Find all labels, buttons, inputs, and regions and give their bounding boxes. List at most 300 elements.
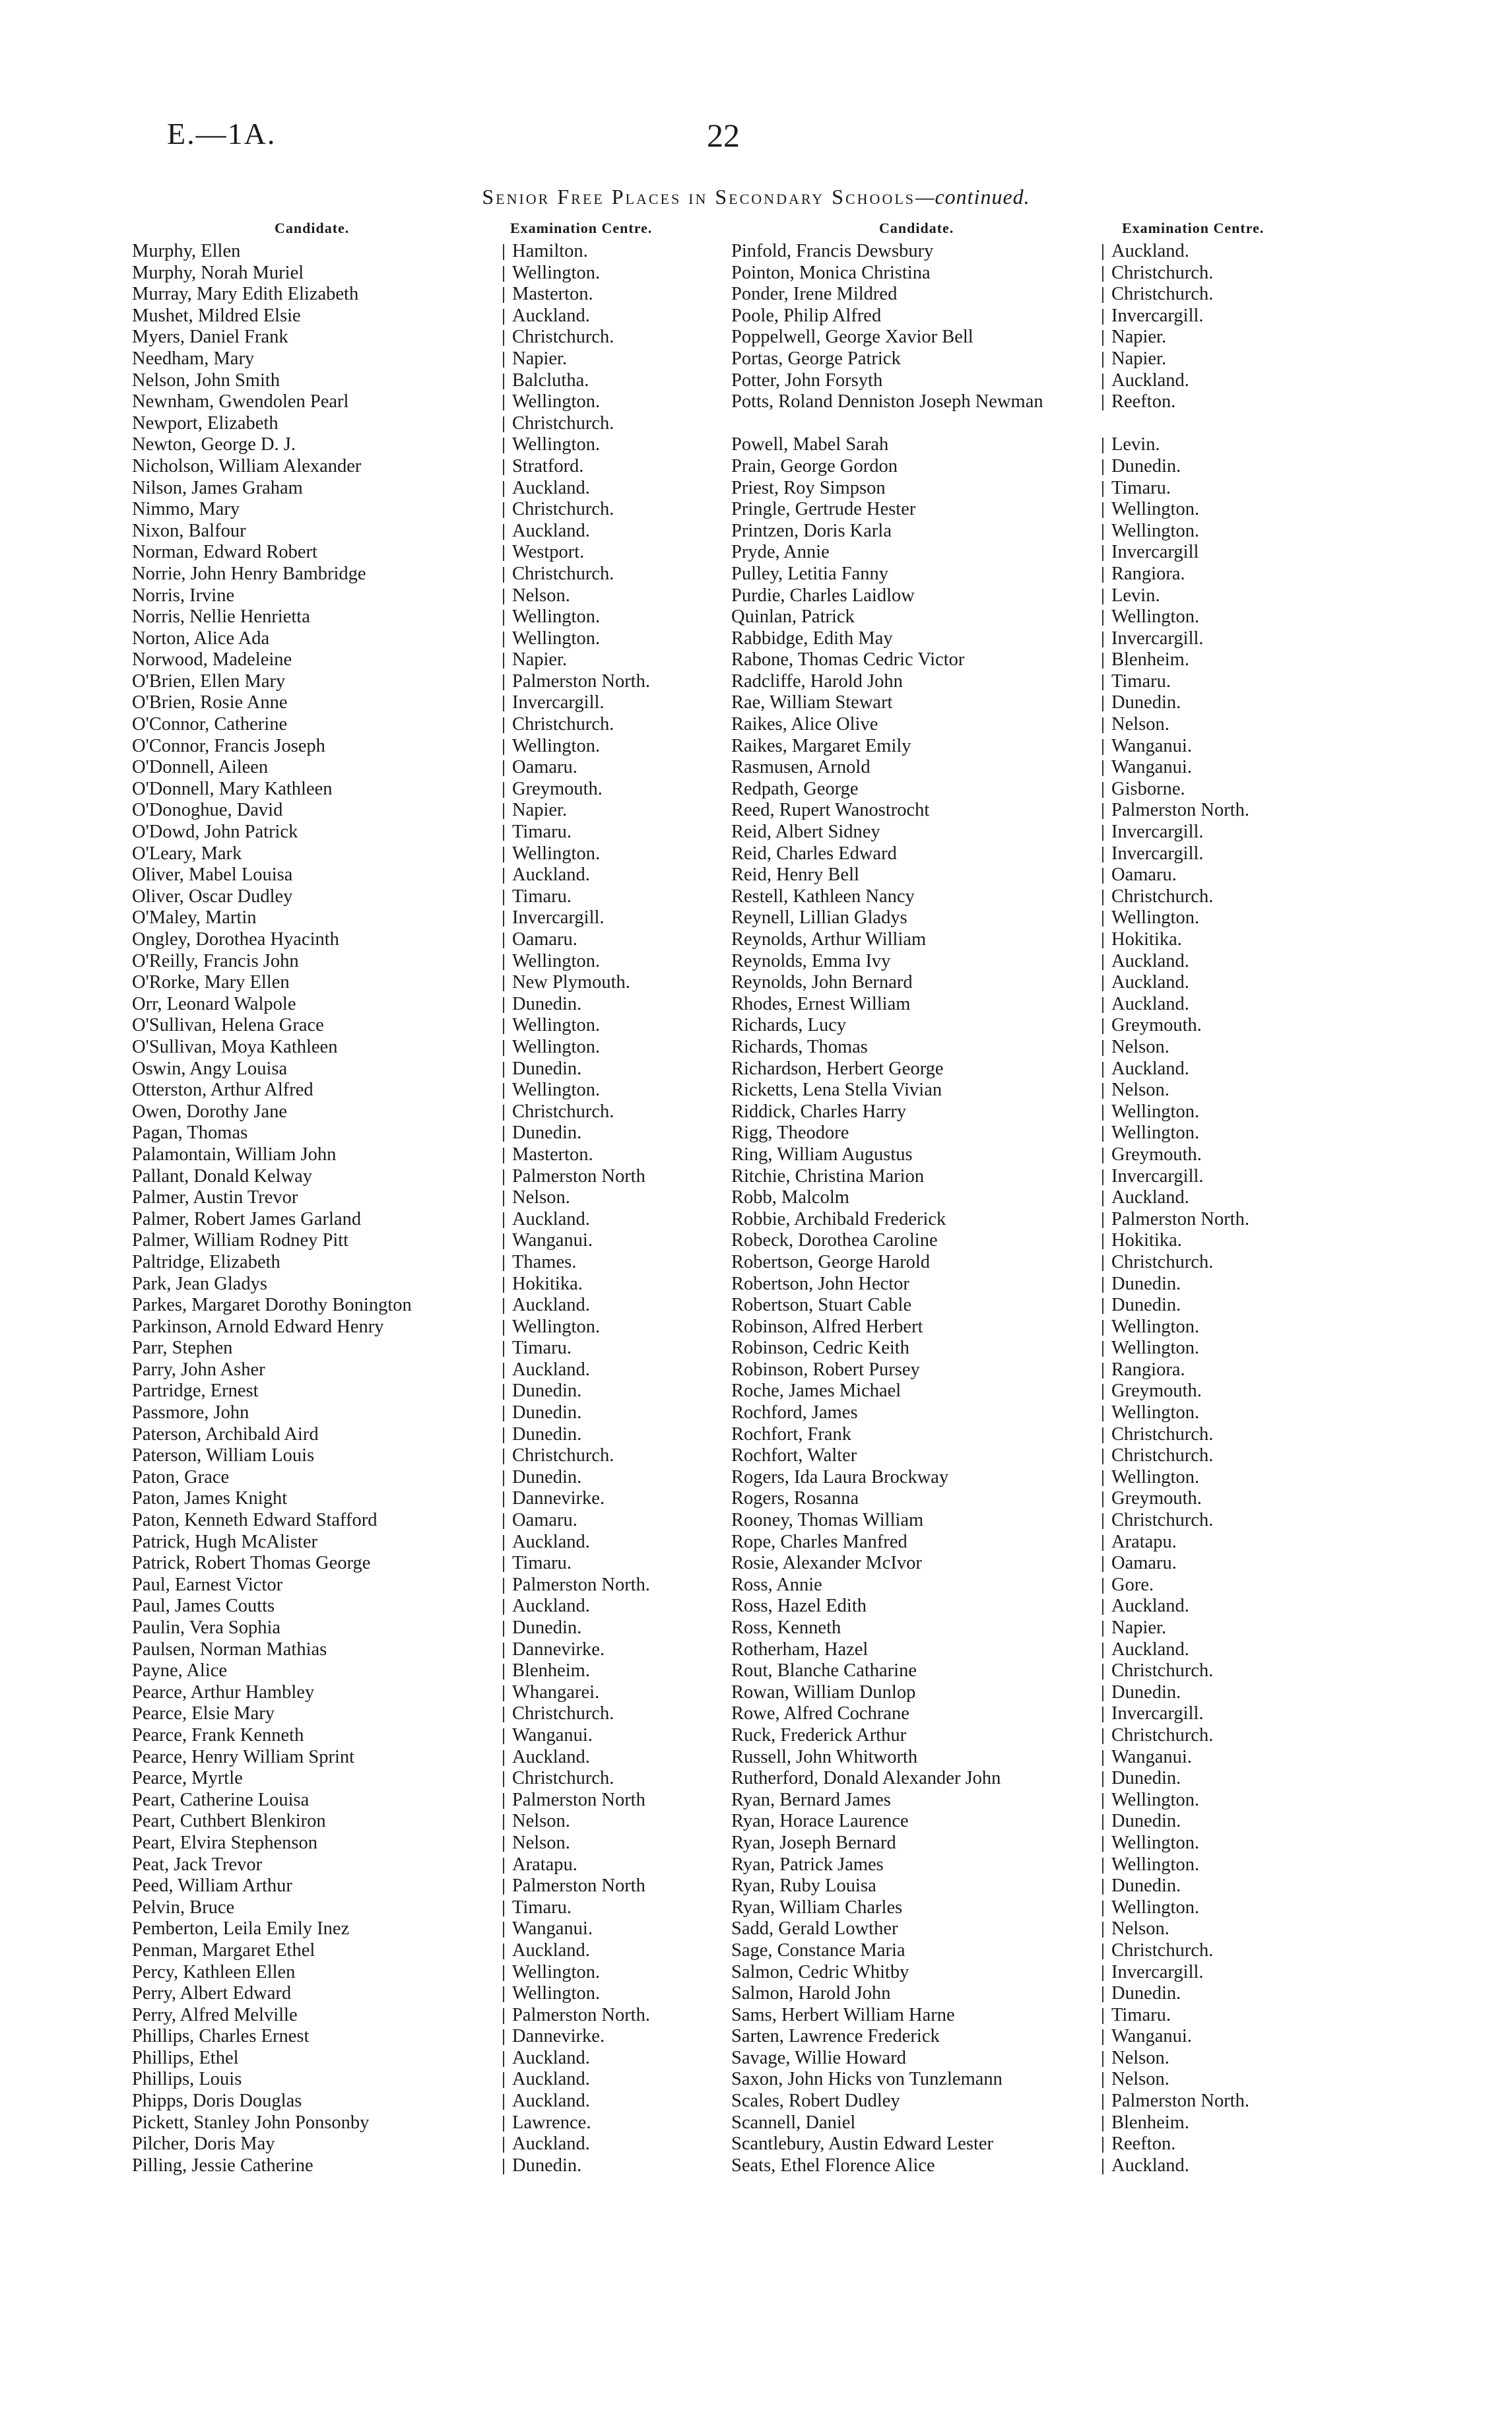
examination-centre: Greymouth. [1111, 1144, 1202, 1165]
candidate-name: Newport, Elizabeth [132, 412, 279, 434]
column-divider [1102, 717, 1103, 733]
title-suffix: —continued. [915, 185, 1030, 209]
candidate-name: Paltridge, Elizabeth [132, 1251, 280, 1272]
column-divider [1102, 524, 1103, 540]
column-divider [503, 1621, 504, 1637]
candidate-name: Rooney, Thomas William [731, 1510, 924, 1531]
examination-centre: Nelson. [512, 1832, 570, 1853]
candidate-name: Paton, James Knight [132, 1488, 288, 1509]
examination-centre: Wellington. [512, 1983, 601, 2004]
examination-centre: Auckland. [512, 2134, 590, 2155]
candidate-name: Sage, Constance Maria [731, 1940, 905, 1961]
column-divider [503, 696, 504, 711]
candidate-name: Owen, Dorothy Jane [132, 1101, 288, 1122]
candidate-name: Ryan, Ruby Louisa [731, 1876, 876, 1897]
column-divider [1102, 632, 1103, 647]
examination-centre: Timaru. [1111, 2004, 1171, 2025]
examination-centre: Invercargill. [1111, 628, 1204, 649]
candidate-name: Peart, Cuthbert Blenkiron [132, 1811, 326, 1832]
examination-centre: Invercargill. [1111, 305, 1204, 326]
examination-centre: Wanganui. [512, 1724, 593, 1746]
examination-centre: Gore. [1111, 1574, 1154, 1595]
candidate-name: Perry, Alfred Melville [132, 2004, 298, 2025]
column-divider [503, 653, 504, 669]
column-divider [503, 244, 504, 260]
candidate-name: Ryan, Joseph Bernard [731, 1832, 896, 1853]
candidate-name: Rowan, William Dunlop [731, 1681, 916, 1703]
candidate-name: Pearce, Elsie Mary [132, 1703, 275, 1724]
examination-centre: Wellington. [512, 1036, 601, 1057]
examination-centre: Nelson. [1111, 1036, 1169, 1057]
column-divider [503, 395, 504, 410]
examination-centre: Auckland. [512, 1359, 590, 1380]
column-divider [503, 1233, 504, 1249]
examination-centre: Wellington. [512, 628, 601, 649]
column-divider [1102, 1212, 1103, 1228]
column-divider [1102, 1148, 1103, 1163]
column-divider [1102, 1470, 1103, 1486]
examination-centre: Palmerston North. [512, 670, 650, 692]
column-divider [503, 524, 504, 540]
examination-centre: Nelson. [512, 1187, 570, 1208]
column-divider [1102, 610, 1103, 626]
column-divider [503, 847, 504, 863]
column-divider [1102, 266, 1103, 282]
examination-centre: Wellington. [512, 606, 601, 628]
column-divider [1102, 1191, 1103, 1206]
examination-centre: Napier. [1111, 1617, 1167, 1638]
examination-centre: Nelson. [512, 585, 570, 606]
examination-centre: Auckland. [512, 477, 590, 498]
examination-centre: Christchurch. [1111, 1660, 1214, 1681]
column-divider [1102, 287, 1103, 303]
column-divider [503, 717, 504, 733]
column-divider [503, 1814, 504, 1830]
candidate-name: Sams, Herbert William Harne [731, 2004, 955, 2025]
candidate-name: Reynolds, Emma Ivy [731, 950, 891, 971]
examination-centre: Invercargill [1111, 542, 1199, 563]
column-divider [503, 1858, 504, 1874]
column-divider [1102, 1277, 1103, 1293]
candidate-name: Robeck, Dorothea Caroline [731, 1230, 938, 1251]
column-divider [503, 1643, 504, 1658]
examination-centre: Auckland. [1111, 1596, 1189, 1617]
examination-centre: Lawrence. [512, 2112, 591, 2133]
column-divider [503, 1922, 504, 1938]
candidate-name: Percy, Kathleen Ellen [132, 1961, 296, 1982]
examination-centre: Thames. [512, 1251, 577, 1272]
column-divider [1102, 1062, 1103, 1078]
examination-centre: Wellington. [512, 950, 601, 971]
examination-centre: Wellington. [1111, 1854, 1200, 1875]
column-divider [503, 868, 504, 884]
examination-centre: Christchurch. [1111, 284, 1214, 305]
examination-centre: Balclutha. [512, 370, 589, 391]
examination-centre: Wanganui. [512, 1918, 593, 1940]
examination-centre: Timaru. [512, 1553, 572, 1574]
examination-centre: Hokitika. [1111, 1230, 1182, 1251]
column-divider [1102, 1491, 1103, 1507]
column-divider [503, 782, 504, 798]
column-divider [503, 1062, 504, 1078]
candidate-name: Penman, Margaret Ethel [132, 1940, 315, 1961]
candidate-name: Newton, George D. J. [132, 434, 296, 455]
examination-centre: Dunedin. [1111, 692, 1181, 713]
column-divider [1102, 1126, 1103, 1142]
candidate-name: Ongley, Dorothea Hyacinth [132, 929, 339, 950]
candidate-name: Reynolds, Arthur William [731, 929, 927, 950]
column-divider [1102, 1040, 1103, 1056]
column-divider [1102, 825, 1103, 841]
candidate-name: O'Brien, Ellen Mary [132, 670, 286, 692]
examination-centre: Christchurch. [1111, 886, 1214, 907]
candidate-name: Rogers, Ida Laura Brockway [731, 1466, 949, 1487]
column-divider [503, 1707, 504, 1722]
column-divider [1102, 1771, 1103, 1787]
column-divider [503, 1771, 504, 1787]
column-divider [1102, 1083, 1103, 1099]
examination-centre: Oamaru. [1111, 1553, 1177, 1574]
column-divider [503, 502, 504, 518]
column-divider [1102, 2116, 1103, 2132]
column-divider [1102, 1879, 1103, 1895]
candidate-name: Pearce, Henry William Sprint [132, 1746, 355, 1767]
column-divider [503, 1986, 504, 2002]
column-divider [1102, 2051, 1103, 2067]
examination-centre: Masterton. [512, 1144, 593, 1165]
candidate-name: Paterson, William Louis [132, 1445, 315, 1466]
examination-centre: Christchurch. [512, 1101, 614, 1122]
examination-centre: Palmerston North. [512, 2004, 650, 2025]
column-divider [1102, 330, 1103, 346]
examination-centre: Wanganui. [1111, 1746, 1192, 1767]
examination-centre: Napier. [512, 800, 568, 821]
candidate-name: Palmer, Austin Trevor [132, 1187, 298, 1208]
examination-centre: Napier. [512, 649, 568, 670]
column-divider [503, 287, 504, 303]
examination-centre: Gisborne. [1111, 778, 1185, 799]
column-divider [1102, 481, 1103, 497]
page-title [0, 185, 1512, 209]
candidate-name: Parr, Stephen [132, 1338, 233, 1359]
candidate-name: Paterson, Archibald Aird [132, 1423, 319, 1445]
column-divider [1102, 1986, 1103, 2002]
column-divider [1102, 932, 1103, 948]
examination-centre: Nelson. [512, 1811, 570, 1832]
candidate-name: Rochford, James [731, 1402, 858, 1423]
candidate-name: Purdie, Charles Laidlow [731, 585, 915, 606]
candidate-name: O'Reilly, Francis John [132, 950, 299, 971]
column-divider [503, 481, 504, 497]
examination-centre: Christchurch. [512, 714, 614, 735]
candidate-name: Phillips, Louis [132, 2069, 242, 2090]
examination-centre: Auckland. [512, 1596, 590, 1617]
candidate-name: Pallant, Donald Kelway [132, 1165, 313, 1187]
examination-centre: Wellington. [1111, 1897, 1200, 1918]
candidate-name: Ryan, Horace Laurence [731, 1811, 909, 1832]
candidate-name: Richards, Thomas [731, 1036, 868, 1057]
examination-centre: Dunedin. [1111, 1768, 1181, 1789]
column-divider [1102, 760, 1103, 776]
candidate-name: O'Connor, Catherine [132, 714, 288, 735]
column-divider [503, 1901, 504, 1916]
column-divider [1102, 1363, 1103, 1379]
column-divider [503, 739, 504, 755]
column-divider [503, 2072, 504, 2088]
column-divider [1102, 1858, 1103, 1874]
examination-centre: Auckland. [1111, 1187, 1189, 1208]
candidate-name: Paul, James Coutts [132, 1596, 275, 1617]
column-divider [503, 416, 504, 432]
examination-centre: Wellington. [1111, 1123, 1200, 1144]
candidate-name: Pinfold, Francis Dewsbury [731, 241, 934, 261]
examination-centre: Blenheim. [512, 1660, 590, 1681]
examination-centre: Oamaru. [512, 929, 577, 950]
examination-centre: Wellington. [512, 843, 601, 864]
column-divider [503, 1298, 504, 1314]
examination-centre: Wanganui. [512, 1230, 593, 1251]
examination-centre: Wellington. [1111, 907, 1200, 929]
column-divider [503, 1083, 504, 1099]
examination-centre: Nelson. [1111, 2047, 1169, 2068]
examination-centre: Dunedin. [1111, 455, 1181, 476]
candidate-name: Murray, Mary Edith Elizabeth [132, 284, 359, 305]
examination-centre: New Plymouth. [512, 972, 630, 993]
examination-centre: Auckland. [512, 1531, 590, 1552]
column-divider [1102, 374, 1103, 389]
examination-centre: Auckland. [1111, 370, 1189, 391]
candidate-name: O'Donoghue, David [132, 800, 283, 821]
column-divider [1102, 438, 1103, 453]
examination-centre: Dunedin. [512, 1381, 582, 1402]
candidate-name: Needham, Mary [132, 348, 255, 369]
column-divider [503, 1491, 504, 1507]
column-divider [1102, 244, 1103, 260]
candidate-name: Orr, Leonard Walpole [132, 993, 296, 1014]
examination-centre: Oamaru. [512, 1510, 577, 1531]
candidate-name: Reid, Albert Sidney [731, 822, 880, 843]
column-divider [1102, 1556, 1103, 1572]
candidate-name: Portas, George Patrick [731, 348, 901, 369]
examination-centre: Timaru. [512, 886, 572, 907]
candidate-name: Paulsen, Norman Mathias [132, 1639, 327, 1660]
examination-centre: Christchurch. [1111, 1251, 1214, 1272]
candidate-name: Salmon, Harold John [731, 1983, 891, 2004]
column-divider [503, 545, 504, 561]
candidate-name: Passmore, John [132, 1402, 249, 1423]
candidate-name: Richardson, Herbert George [731, 1058, 944, 1079]
column-divider [1102, 1814, 1103, 1830]
column-divider [503, 954, 504, 970]
examination-centre: Invercargill. [1111, 1703, 1204, 1724]
candidate-name: Scales, Robert Dudley [731, 2091, 900, 2112]
column-divider [503, 1535, 504, 1551]
examination-centre: Greymouth. [512, 778, 603, 799]
candidate-name: Phipps, Doris Douglas [132, 2091, 302, 2112]
examination-centre: Christchurch. [512, 1768, 614, 1789]
column-divider [503, 567, 504, 583]
candidate-name: Robb, Malcolm [731, 1187, 849, 1208]
examination-centre: Rangiora. [1111, 563, 1185, 584]
examination-centre: Greymouth. [1111, 1488, 1202, 1509]
column-divider [503, 1363, 504, 1379]
candidate-name: Nelson, John Smith [132, 370, 280, 391]
candidate-name: Robinson, Alfred Herbert [731, 1316, 923, 1337]
column-divider [503, 1728, 504, 1744]
column-divider [1102, 1535, 1103, 1551]
examination-centre: Dunedin. [512, 1423, 582, 1445]
document-reference: E.—1A. [167, 117, 277, 150]
examination-centre: Wellington. [1111, 1101, 1200, 1122]
candidate-name: Peat, Jack Trevor [132, 1854, 263, 1875]
examination-centre: Wellington. [512, 1961, 601, 1982]
column-divider [503, 2094, 504, 2110]
examination-centre: Wellington. [512, 1316, 601, 1337]
candidate-name: Poppelwell, George Xavior Bell [731, 327, 973, 348]
examination-centre: Auckland. [1111, 241, 1189, 261]
column-divider [1102, 954, 1103, 970]
examination-centre: Auckland. [512, 1940, 590, 1961]
candidate-name: Riddick, Charles Harry [731, 1101, 907, 1122]
column-divider [503, 1879, 504, 1895]
column-divider [1102, 309, 1103, 325]
candidate-name: Reynell, Lillian Gladys [731, 907, 907, 929]
column-divider [503, 438, 504, 453]
examination-centre: Christchurch. [1111, 1724, 1214, 1746]
candidate-name: Poole, Philip Alfred [731, 305, 882, 326]
candidate-name: Robertson, George Harold [731, 1251, 931, 1272]
candidate-name: Norman, Edward Robert [132, 542, 317, 563]
column-divider [503, 2051, 504, 2067]
examination-centre: Invercargill. [1111, 822, 1204, 843]
column-divider [503, 2159, 504, 2174]
candidate-name: Robinson, Robert Pursey [731, 1359, 920, 1380]
candidate-name: Redpath, George [731, 778, 859, 799]
column-divider [1102, 1255, 1103, 1271]
column-divider [1102, 1578, 1103, 1594]
column-divider [1102, 567, 1103, 583]
examination-centre: Auckland. [1111, 1058, 1189, 1079]
column-divider [1102, 2072, 1103, 2088]
column-divider [1102, 1965, 1103, 1981]
column-divider [503, 2029, 504, 2045]
examination-centre: Christchurch. [1111, 1510, 1214, 1531]
examination-centre: Auckland. [512, 305, 590, 326]
examination-centre: Napier. [512, 348, 568, 369]
examination-centre: Wanganui. [1111, 2026, 1192, 2047]
column-divider [1102, 1901, 1103, 1916]
candidate-name: Savage, Willie Howard [731, 2047, 907, 2068]
column-divider [1102, 739, 1103, 755]
column-divider [503, 2008, 504, 2024]
examination-centre: Hokitika. [512, 1273, 583, 1294]
examination-centre: Timaru. [1111, 477, 1171, 498]
column-divider [503, 1685, 504, 1701]
column-divider [503, 459, 504, 475]
examination-centre: Wellington. [1111, 1338, 1200, 1359]
candidate-name: Rigg, Theodore [731, 1123, 849, 1144]
examination-centre: Palmerston North. [1111, 2091, 1249, 2112]
candidate-name: Rosie, Alexander McIvor [731, 1553, 922, 1574]
candidate-name: Ryan, Patrick James [731, 1854, 884, 1875]
candidate-name: Patrick, Hugh McAlister [132, 1531, 317, 1552]
examination-centre: Blenheim. [1111, 2112, 1189, 2133]
candidate-name: Nicholson, William Alexander [132, 455, 362, 476]
examination-centre: Invercargill. [1111, 843, 1204, 864]
column-divider [1102, 847, 1103, 863]
examination-centre: Wellington. [512, 391, 601, 412]
examination-centre: Aratapu. [512, 1854, 577, 1875]
candidate-name: Scantlebury, Austin Edward Lester [731, 2134, 994, 2155]
candidate-name: Robertson, Stuart Cable [731, 1295, 912, 1316]
candidate-name: Norton, Alice Ada [132, 628, 270, 649]
examination-centre: Auckland. [512, 2047, 590, 2068]
column-divider [503, 1341, 504, 1357]
candidate-name: Patrick, Robert Thomas George [132, 1553, 371, 1574]
right-centre-heading: Examination Centre. [1122, 220, 1265, 236]
candidate-name: Russell, John Whitworth [731, 1746, 918, 1767]
column-divider [503, 266, 504, 282]
examination-centre: Dannevirke. [512, 1639, 605, 1660]
examination-centre: Auckland. [512, 2069, 590, 2090]
column-divider [503, 760, 504, 776]
candidate-name: Reid, Henry Bell [731, 865, 859, 886]
column-divider [503, 1793, 504, 1809]
column-divider [503, 890, 504, 905]
column-divider [503, 1664, 504, 1680]
column-divider [503, 1169, 504, 1185]
examination-centre: Timaru. [512, 1338, 572, 1359]
column-divider [503, 825, 504, 841]
examination-centre: Dunedin. [512, 1617, 582, 1638]
candidate-name: Printzen, Doris Karla [731, 520, 892, 541]
candidate-name: Oliver, Mabel Louisa [132, 865, 293, 886]
candidate-name: Potts, Roland Denniston Joseph Newman [731, 391, 1043, 412]
candidate-name: Pearce, Frank Kenneth [132, 1724, 304, 1746]
examination-centre: Christchurch. [1111, 1445, 1214, 1466]
column-divider [503, 352, 504, 368]
examination-centre: Invercargill. [512, 692, 605, 713]
column-divider [1102, 1707, 1103, 1722]
column-divider [1102, 1513, 1103, 1529]
column-divider [503, 632, 504, 647]
examination-centre: Wellington. [512, 735, 601, 756]
candidate-name: Ruck, Frederick Arthur [731, 1724, 907, 1746]
examination-centre: Timaru. [512, 822, 572, 843]
candidate-name: Palamontain, William John [132, 1144, 337, 1165]
candidate-name: Pointon, Monica Christina [731, 262, 931, 283]
candidate-name: Richards, Lucy [731, 1015, 847, 1036]
examination-centre: Timaru. [1111, 670, 1171, 692]
column-divider [503, 1148, 504, 1163]
candidate-name: Norwood, Madeleine [132, 649, 292, 670]
column-divider [1102, 589, 1103, 604]
candidate-name: Reynolds, John Bernard [731, 972, 913, 993]
examination-centre: Nelson. [1111, 1918, 1169, 1940]
candidate-name: Ricketts, Lena Stella Vivian [731, 1080, 942, 1101]
column-divider [1102, 395, 1103, 410]
examination-centre: Dunedin. [512, 1123, 582, 1144]
candidate-name: Quinlan, Patrick [731, 606, 855, 628]
candidate-name: Restell, Kathleen Nancy [731, 886, 915, 907]
candidate-name: Pringle, Gertrude Hester [731, 499, 916, 520]
examination-centre: Christchurch. [512, 1703, 614, 1724]
candidate-name: Radcliffe, Harold John [731, 670, 903, 692]
examination-centre: Palmerston North. [1111, 1208, 1249, 1229]
column-divider [1102, 502, 1103, 518]
candidate-name: Phillips, Ethel [132, 2047, 239, 2068]
examination-centre: Masterton. [512, 284, 593, 305]
